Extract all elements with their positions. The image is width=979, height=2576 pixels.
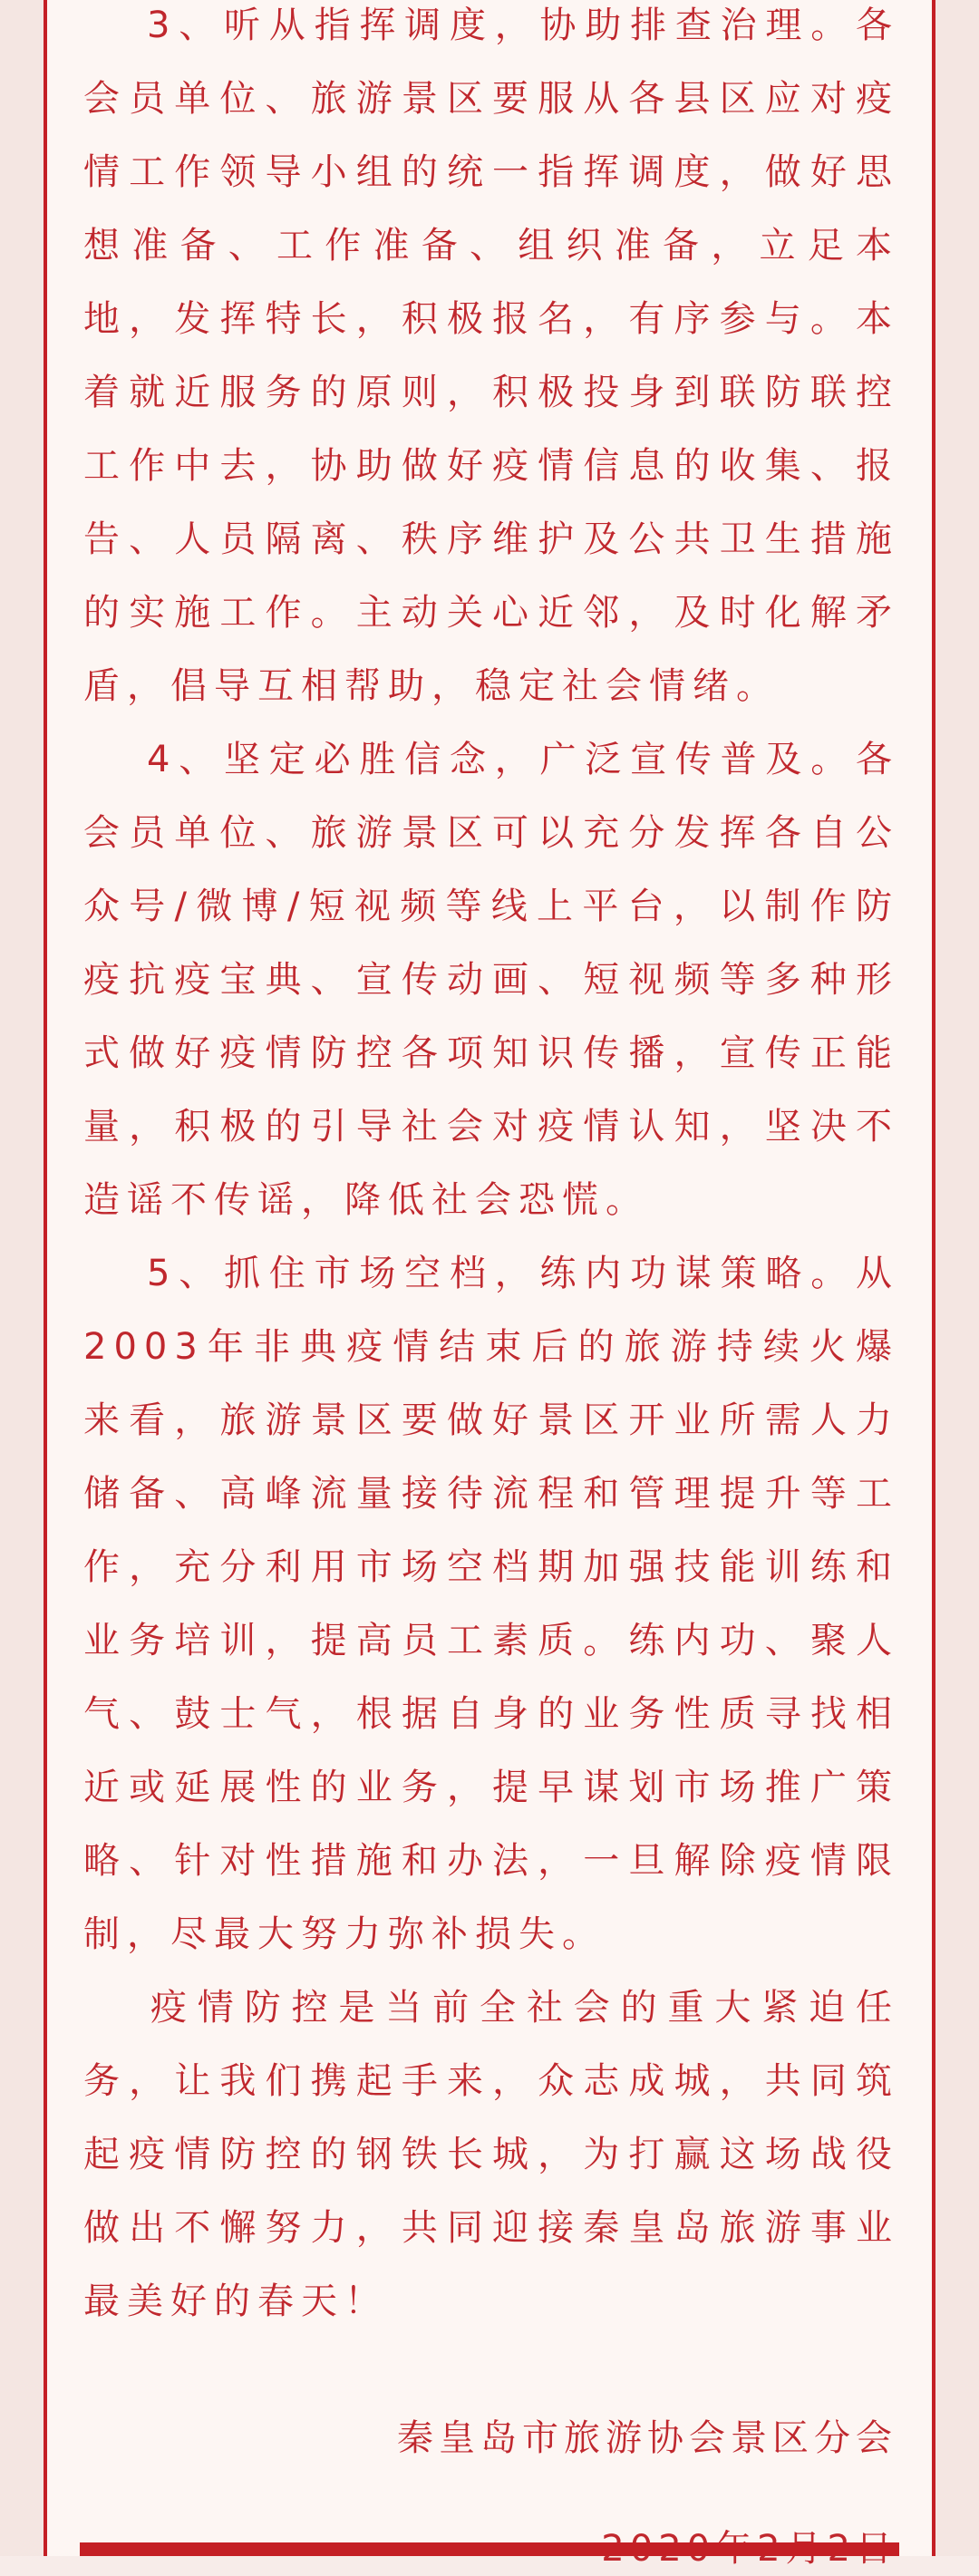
paragraph-text: 3、听从指挥调度，协助排查治理。各会员单位、旅游景区要服从各县区应对疫情工作领导小组的统一指挥调度，做好思想准备、工作准备、组织准备，立足本地，发挥特长，积极报名，有序参与。本着就近服务的原则，积极投身到联防联控工作中去，协助做好疫情信息的收集、报告、人员隔离、秩序维护及公共卫生措施的实施工作。主动关心近邻，及时化解矛盾，倡导互相帮助，稳定社会情绪。 xyxy=(83,5,899,707)
paragraph-text: 4、坚定必胜信念，广泛宣传普及。各会员单位、旅游景区可以充分发挥各自公众号/微博/短视频等线上平台，以制作防疫抗疫宝典、宣传动画、短视频等多种形式做好疫情防控各项知识传播，宣传正能量，积极的引导社会对疫情认知，坚决不造谣不传谣，降低社会恐慌。 xyxy=(83,739,899,1221)
signature-organization: 秦皇岛市旅游协会景区分会 xyxy=(397,2417,897,2459)
paragraph-item-4 xyxy=(83,723,899,1237)
paragraph-text: 疫情防控是当前全社会的重大紧迫任务，让我们携起手来，众志成城，共同筑起疫情防控的钢铁长城，为打赢这场战役做出不懈努力，共同迎接秦皇岛旅游事业最美好的春天！ xyxy=(83,1987,899,2322)
paragraph-text: 5、抓住市场空档，练内功谋策略。从2003年非典疫情结束后的旅游持续火爆来看，旅游景区要做好景区开业所需人力储备、高峰流量接待流程和管理提升等工作，充分利用市场空档期加强技能训练和业务培训，提高员工素质。练内功、聚人气、鼓士气，根据自身的业务性质寻找相近或延展性的业务，提早谋划市场推广策略、针对性措施和办法，一旦解除疫情限制，尽最大努力弥补损失。 xyxy=(83,1253,899,1955)
paragraph-closing xyxy=(83,1971,899,2339)
bottom-divider-bar xyxy=(80,2542,899,2556)
paragraph-item-5 xyxy=(83,1237,899,1971)
letter-body xyxy=(83,0,899,2339)
paragraph-item-3 xyxy=(83,0,899,723)
